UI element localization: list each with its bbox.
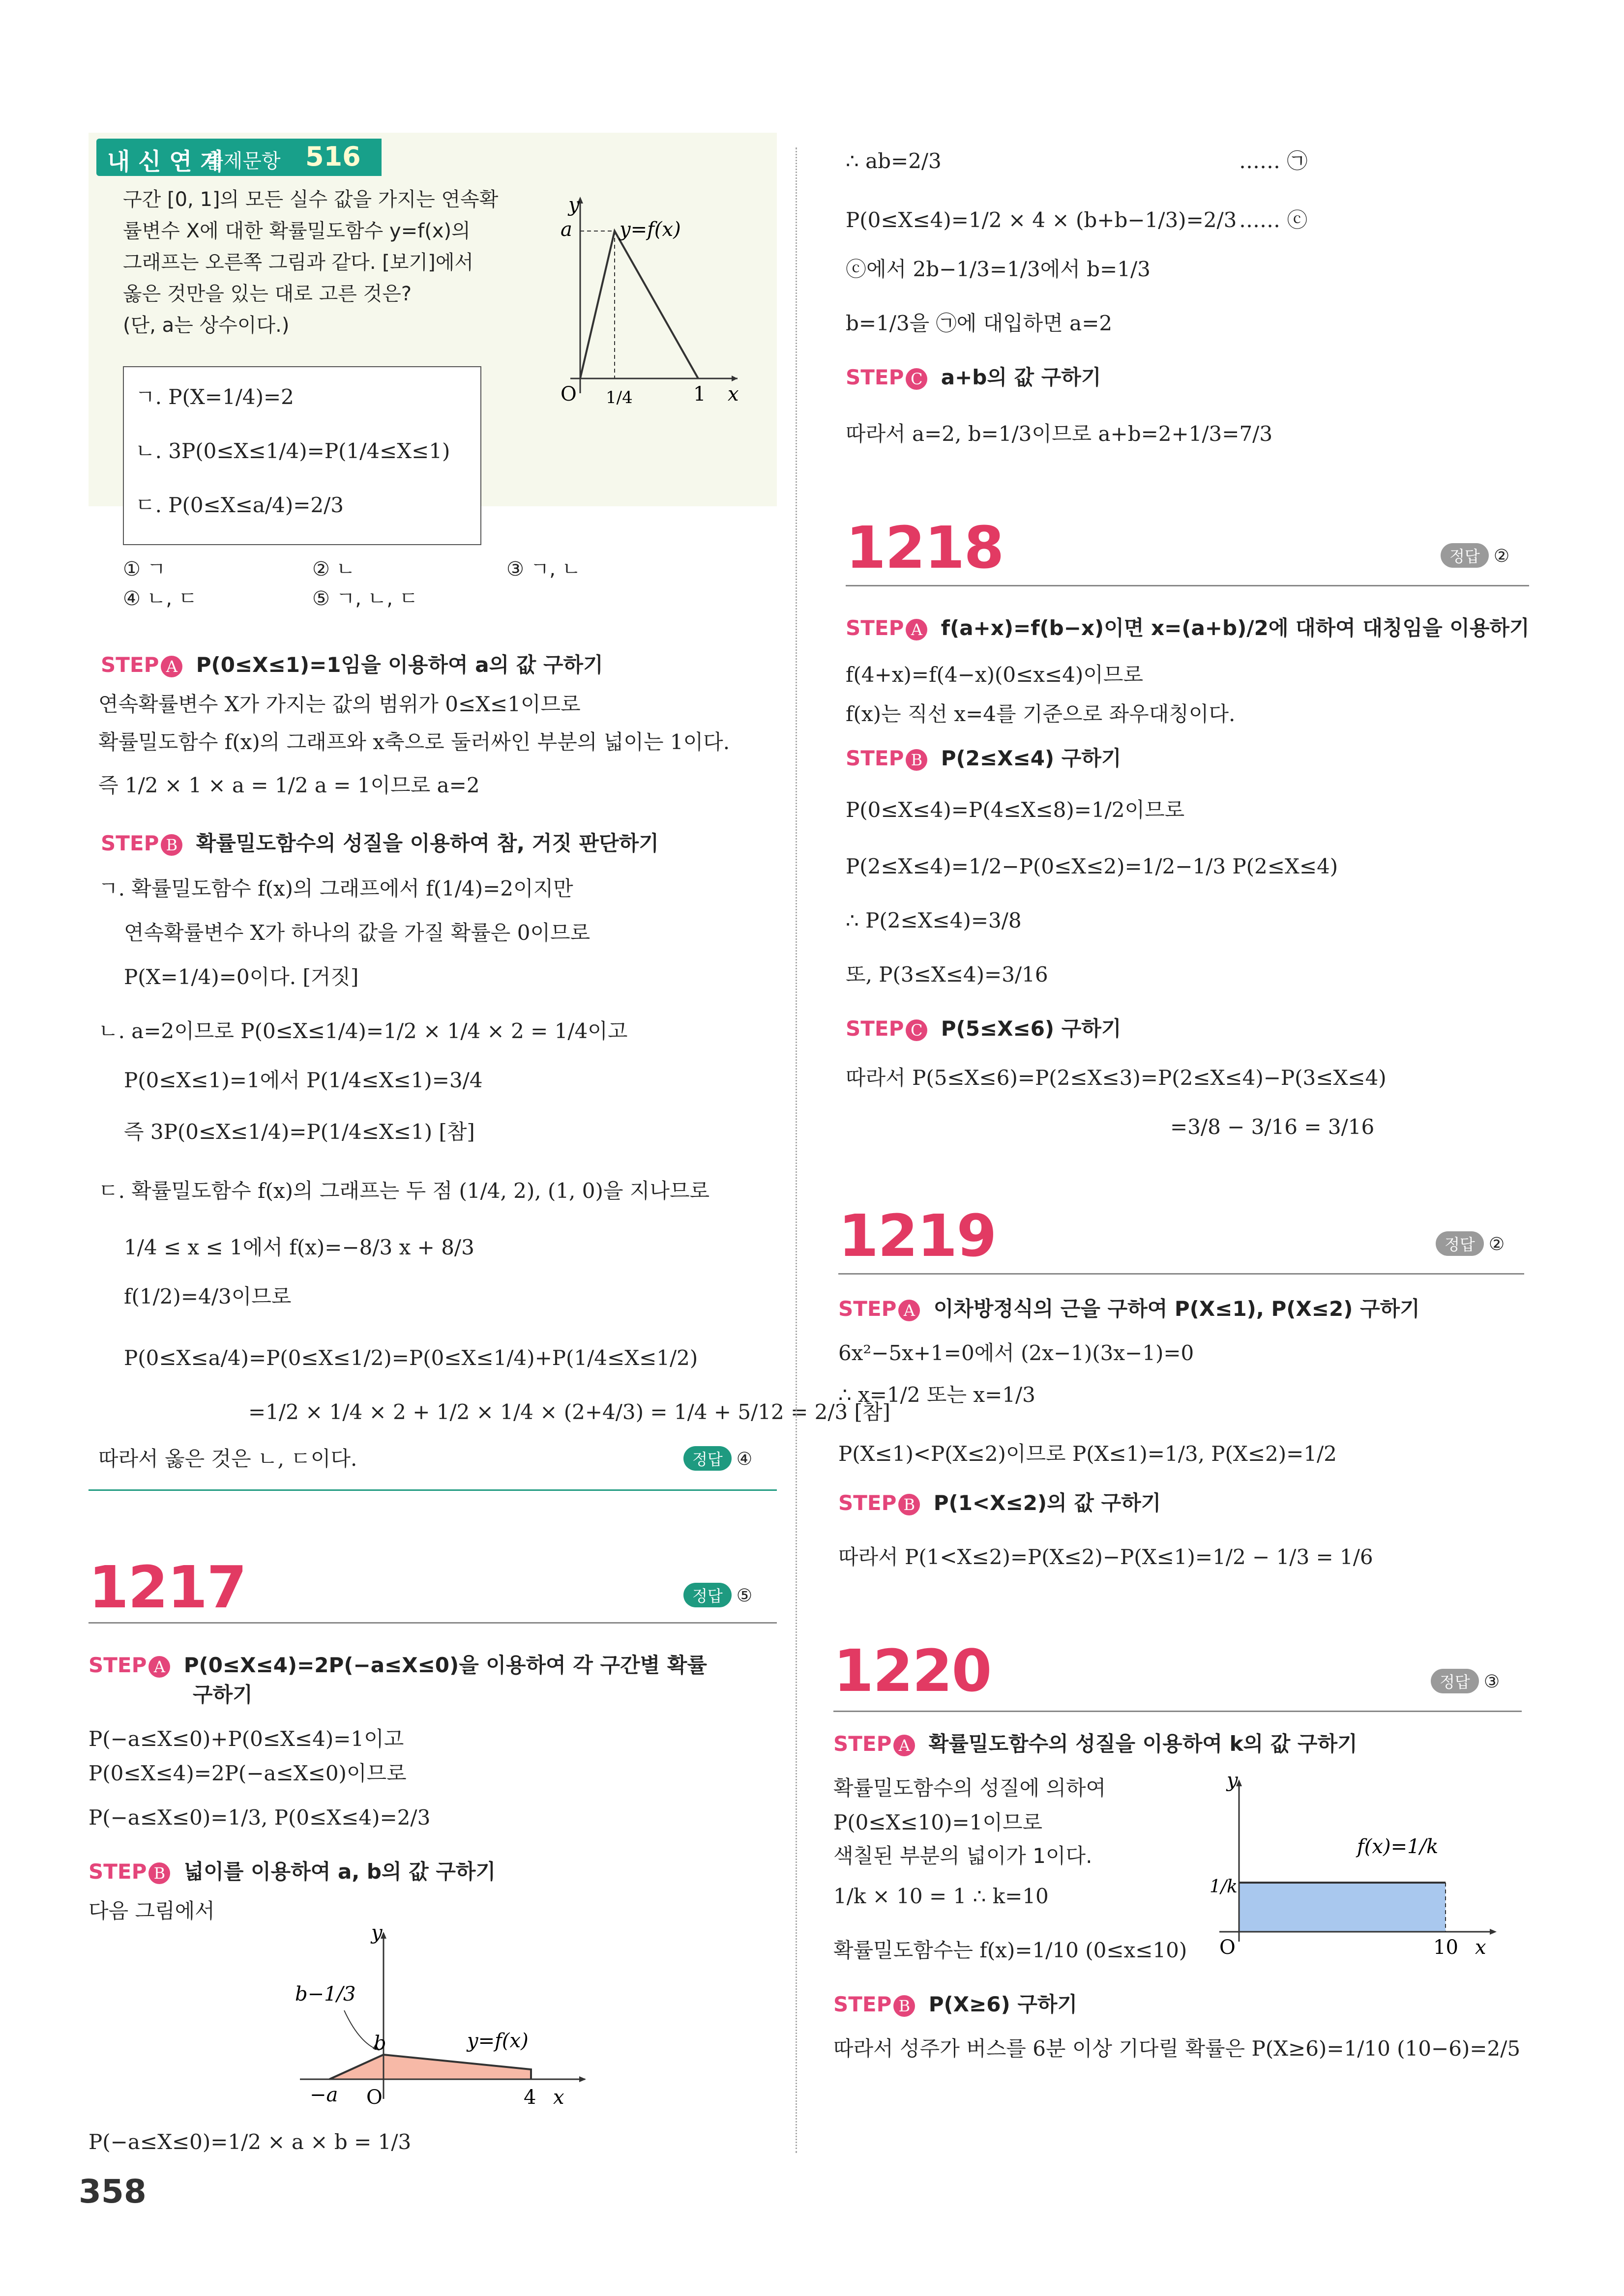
column-divider bbox=[796, 147, 797, 2153]
step-a-heading: STEP A P(0≤X≤4)=2P(−a≤X≤0)을 이용하여 각 구간별 확률 bbox=[89, 1653, 708, 1677]
solution-line: ∴ ab=2/3 bbox=[846, 149, 942, 173]
solution-line: 확률밀도함수의 성질에 의하여 bbox=[833, 1776, 1106, 1800]
solution-line: 확률밀도함수는 f(x)=1/10 (0≤x≤10) bbox=[833, 1938, 1187, 1962]
boga-item: ㄷ. P(0≤X≤a/4)=2/3 bbox=[135, 493, 344, 517]
solution-line: f(4+x)=f(4−x)(0≤x≤4)이므로 bbox=[846, 663, 1144, 687]
equation-mark: …… ⓒ bbox=[1239, 208, 1308, 232]
answer-badge: 정답 ④ bbox=[683, 1446, 752, 1471]
solution-line: P(0≤X≤10)=1이므로 bbox=[833, 1810, 1043, 1834]
step-a-heading: STEP A 확률밀도함수의 성질을 이용하여 k의 값 구하기 bbox=[833, 1732, 1358, 1756]
solution-line: ㄷ. 확률밀도함수 f(x)의 그래프는 두 점 (1/4, 2), (1, 0)을 지나므로 bbox=[98, 1179, 710, 1203]
solution-line: P(X≤1)<P(X≤2)이므로 P(X≤1)=1/3, P(X≤2)=1/2 bbox=[838, 1442, 1337, 1466]
solution-line: P(−a≤X≤0)=1/2 × a × b = 1/3 bbox=[89, 2130, 412, 2154]
solution-line: 따라서 P(1<X≤2)=P(X≤2)−P(X≤1)=1/2 − 1/3 = 1/6 bbox=[838, 1545, 1373, 1569]
step-b-heading: STEP B P(2≤X≤4) 구하기 bbox=[846, 746, 1122, 770]
naesin-pdf-graph bbox=[541, 182, 747, 437]
question-line: 구간 [0, 1]의 모든 실수 값을 가지는 연속확 bbox=[123, 188, 499, 211]
answer-badge: 정답 ② bbox=[1441, 543, 1509, 568]
solution-line: 따라서 성주가 버스를 6분 이상 기다릴 확률은 P(X≥6)=1/10 (10−6)=2/5 bbox=[833, 2036, 1521, 2061]
equation-mark: …… ㉠ bbox=[1239, 149, 1308, 173]
solution-line: P(0≤X≤4)=P(4≤X≤8)=1/2이므로 bbox=[846, 798, 1185, 822]
question-line: 옳은 것만을 있는 대로 고른 것은? bbox=[123, 283, 412, 305]
solution-line: 따라서 옳은 것은 ㄴ, ㄷ이다. bbox=[98, 1447, 357, 1471]
solution-line: P(0≤X≤1)=1에서 P(1/4≤X≤1)=3/4 bbox=[124, 1068, 483, 1092]
problem-number: 1217 bbox=[89, 1553, 246, 1621]
page-number: 358 bbox=[79, 2173, 147, 2210]
solution-line: P(0≤X≤4)=1/2 × 4 × (b+b−1/3)=2/3 bbox=[846, 208, 1237, 232]
question-line: 률변수 X에 대한 확률밀도함수 y=f(x)의 bbox=[123, 220, 471, 242]
step-b-heading: STEP B 넓이를 이용하여 a, b의 값 구하기 bbox=[89, 1860, 496, 1884]
step-a-heading: STEP A f(a+x)=f(b−x)이면 x=(a+b)/2에 대하여 대칭임을 이용하기 bbox=[846, 616, 1530, 640]
graph-b-minus: b−1/3 bbox=[295, 1983, 356, 2005]
uniform-pdf-graph-1220 bbox=[1200, 1774, 1505, 1961]
question-line: 그래프는 오른쪽 그림과 같다. [보기]에서 bbox=[123, 251, 474, 274]
graph-tick-one: 1 bbox=[693, 383, 706, 406]
solution-line: 1/4 ≤ x ≤ 1에서 f(x)=−8/3 x + 8/3 bbox=[124, 1235, 474, 1259]
solution-line: 즉 3P(0≤X≤1/4)=P(1/4≤X≤1) [참] bbox=[124, 1120, 475, 1144]
section-rule bbox=[89, 1489, 777, 1491]
solution-line: 색칠된 부분의 넓이가 1이다. bbox=[833, 1844, 1093, 1868]
choice[interactable]: ⑤ ㄱ, ㄴ, ㄷ bbox=[312, 587, 418, 610]
graph-y-label: y bbox=[1227, 1774, 1238, 1792]
solution-line: f(x)는 직선 x=4를 기준으로 좌우대칭이다. bbox=[846, 702, 1236, 726]
graph-curve-label: y=f(x) bbox=[467, 2030, 529, 2052]
step-b-heading: STEP B P(1<X≤2)의 값 구하기 bbox=[838, 1491, 1161, 1515]
naesin-sublabel: 출제문항 bbox=[205, 150, 281, 173]
step-b-heading: STEP B 확률밀도함수의 성질을 이용하여 참, 거짓 판단하기 bbox=[101, 831, 659, 855]
choice[interactable]: ④ ㄴ, ㄷ bbox=[123, 587, 198, 610]
graph-x-label: x bbox=[728, 383, 739, 406]
area-graph-1217 bbox=[285, 1927, 590, 2114]
solution-line: 또, P(3≤X≤4)=3/16 bbox=[846, 962, 1048, 987]
graph-b-label: b bbox=[374, 2032, 386, 2055]
section-rule bbox=[838, 1273, 1524, 1275]
solution-line: b=1/3을 ㉠에 대입하면 a=2 bbox=[846, 311, 1113, 335]
graph-x-label: x bbox=[1475, 1936, 1486, 1959]
step-a-heading: STEP A 이차방정식의 근을 구하여 P(X≤1), P(X≤2) 구하기 bbox=[838, 1297, 1420, 1321]
graph-origin: O bbox=[561, 383, 577, 406]
boga-item: ㄱ. P(X=1/4)=2 bbox=[135, 385, 294, 409]
graph-tick-quarter: 1/4 bbox=[606, 388, 633, 407]
step-c-heading: STEP C a+b의 값 구하기 bbox=[846, 365, 1101, 389]
step-c-heading: STEP C P(5≤X≤6) 구하기 bbox=[846, 1017, 1122, 1041]
solution-line: f(1/2)=4/3이므로 bbox=[124, 1284, 292, 1308]
problem-number: 1218 bbox=[846, 514, 1004, 581]
problem-number: 1220 bbox=[833, 1637, 991, 1705]
problem-number: 1219 bbox=[838, 1202, 996, 1270]
solution-line: 확률밀도함수 f(x)의 그래프와 x축으로 둘러싸인 부분의 넓이는 1이다. bbox=[98, 730, 730, 754]
solution-line: P(0≤X≤4)=2P(−a≤X≤0)이므로 bbox=[89, 1761, 407, 1785]
step-a-heading: STEP A P(0≤X≤1)=1임을 이용하여 a의 값 구하기 bbox=[101, 653, 603, 677]
solution-line: P(X=1/4)=0이다. [거짓] bbox=[124, 965, 359, 989]
graph-four: 4 bbox=[524, 2086, 536, 2109]
solution-line: =1/2 × 1/4 × 2 + 1/2 × 1/4 × (2+4/3) = 1/4 + 5/12 = 2/3 [참] bbox=[248, 1400, 890, 1424]
graph-a-label: a bbox=[561, 218, 572, 241]
solution-line: ㄱ. 확률밀도함수 f(x)의 그래프에서 f(1/4)=2이지만 bbox=[98, 876, 573, 901]
answer-badge: 정답 ③ bbox=[1431, 1669, 1500, 1693]
graph-origin: O bbox=[366, 2086, 383, 2109]
solution-line: 연속확률변수 X가 하나의 값을 가질 확률은 0이므로 bbox=[124, 921, 591, 945]
solution-line: ⓒ에서 2b−1/3=1/3에서 b=1/3 bbox=[846, 257, 1151, 281]
solution-line: ㄴ. a=2이므로 P(0≤X≤1/4)=1/2 × 1/4 × 2 = 1/4이고 bbox=[98, 1019, 628, 1043]
section-rule bbox=[89, 1622, 777, 1624]
graph-y-tick: 1/k bbox=[1210, 1877, 1238, 1897]
solution-line: P(−a≤X≤0)=1/3, P(0≤X≤4)=2/3 bbox=[89, 1805, 431, 1830]
choice[interactable]: ② ㄴ bbox=[312, 558, 355, 581]
solution-line: P(2≤X≤4)=1/2−P(0≤X≤2)=1/2−1/3 P(2≤X≤4) bbox=[846, 854, 1338, 878]
graph-y-label: y bbox=[371, 1927, 383, 1944]
graph-ten: 10 bbox=[1433, 1936, 1458, 1959]
naesin-number: 516 bbox=[305, 141, 361, 172]
choice[interactable]: ③ ㄱ, ㄴ bbox=[506, 558, 581, 581]
graph-origin: O bbox=[1219, 1936, 1236, 1959]
naesin-label: 내 신 연 계 bbox=[107, 148, 223, 175]
step-a-heading-cont: 구하기 bbox=[193, 1683, 253, 1707]
section-rule bbox=[846, 585, 1529, 586]
choice[interactable]: ① ㄱ bbox=[123, 558, 166, 581]
solution-line: 즉 1/2 × 1 × a = 1/2 a = 1이므로 a=2 bbox=[98, 773, 480, 797]
graph-x-label: x bbox=[553, 2086, 564, 2109]
solution-line: 따라서 a=2, b=1/3이므로 a+b=2+1/3=7/3 bbox=[846, 422, 1273, 446]
solution-line: 다음 그림에서 bbox=[89, 1899, 215, 1923]
solution-line: 연속확률변수 X가 가지는 값의 범위가 0≤X≤1이므로 bbox=[98, 692, 581, 716]
question-line: (단, a는 상수이다.) bbox=[123, 314, 290, 337]
answer-badge: 정답 ② bbox=[1436, 1231, 1505, 1256]
solution-line: ∴ x=1/2 또는 x=1/3 bbox=[838, 1383, 1035, 1407]
solution-line: P(0≤X≤a/4)=P(0≤X≤1/2)=P(0≤X≤1/4)+P(1/4≤X≤1/2) bbox=[124, 1346, 698, 1370]
step-b-heading: STEP B P(X≥6) 구하기 bbox=[833, 1992, 1078, 2016]
solution-line: P(−a≤X≤0)+P(0≤X≤4)=1이고 bbox=[89, 1727, 404, 1751]
answer-badge: 정답 ⑤ bbox=[683, 1583, 752, 1607]
solution-line: 따라서 P(5≤X≤6)=P(2≤X≤3)=P(2≤X≤4)−P(3≤X≤4) bbox=[846, 1066, 1387, 1090]
solution-line: =3/8 − 3/16 = 3/16 bbox=[1170, 1115, 1375, 1139]
naesin-header bbox=[96, 139, 382, 176]
boga-item: ㄴ. 3P(0≤X≤1/4)=P(1/4≤X≤1) bbox=[135, 439, 450, 463]
solution-line: 6x²−5x+1=0에서 (2x−1)(3x−1)=0 bbox=[838, 1341, 1194, 1365]
graph-curve-label: y=f(x) bbox=[620, 218, 681, 241]
graph-y-label: y bbox=[568, 194, 580, 216]
section-rule bbox=[833, 1711, 1522, 1712]
graph-neg-a: −a bbox=[310, 2084, 338, 2106]
solution-line: ∴ P(2≤X≤4)=3/8 bbox=[846, 908, 1022, 932]
solution-line: 1/k × 10 = 1 ∴ k=10 bbox=[833, 1884, 1049, 1908]
graph-curve-label: f(x)=1/k bbox=[1357, 1835, 1439, 1858]
